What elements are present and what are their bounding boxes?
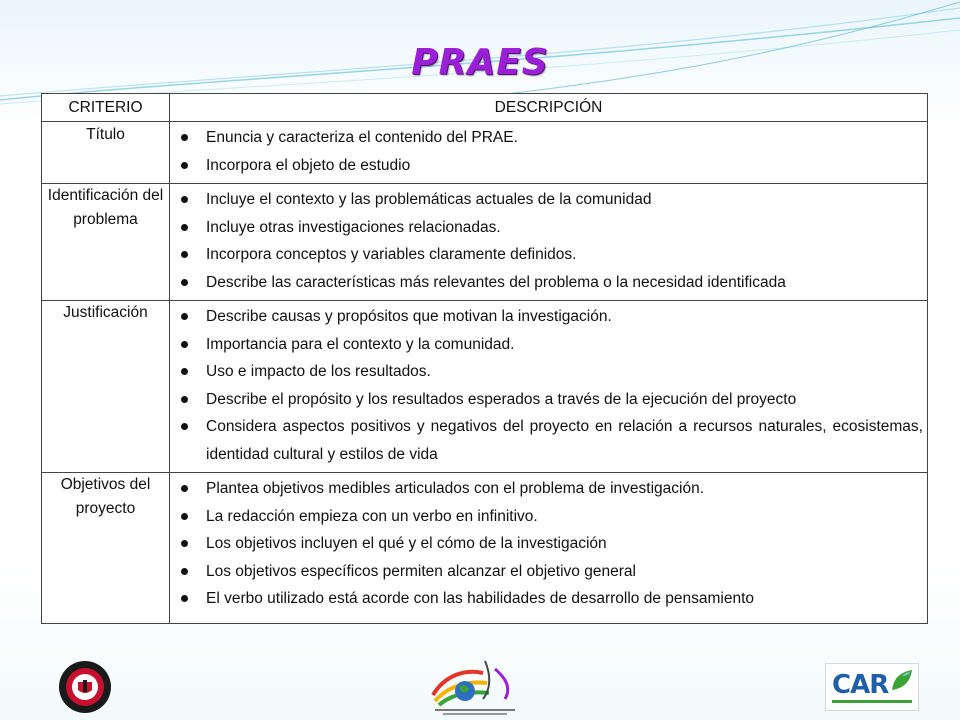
criteria-table — [41, 93, 928, 624]
list-item: La redacción empieza con un verbo en infinitivo. — [178, 503, 923, 531]
descripcion-list — [170, 184, 927, 300]
list-item: Los objetivos específicos permiten alcanzar el objetivo general — [178, 558, 923, 586]
list-item: El verbo utilizado está acorde con las habilidades de desarrollo de pensamiento — [178, 585, 923, 613]
descripcion-cell — [170, 473, 928, 624]
criterio-cell: Título — [42, 122, 170, 184]
list-item: Incluye otras investigaciones relacionadas. — [178, 214, 923, 242]
descripcion-cell — [170, 184, 928, 301]
table-row — [42, 122, 928, 184]
list-item: Describe el propósito y los resultados esperados a través de la ejecución del proyecto — [178, 386, 923, 414]
table-row — [42, 184, 928, 301]
list-item: Incluye el contexto y las problemáticas actuales de la comunidad — [178, 186, 923, 214]
descripcion-list — [170, 301, 927, 472]
leaf-icon — [888, 668, 914, 694]
table-row — [42, 473, 928, 624]
table-header-row — [42, 94, 928, 122]
header-descripcion: DESCRIPCIÓN — [170, 94, 928, 122]
list-item: Describe causas y propósitos que motivan la investigación. — [178, 303, 923, 331]
list-item: Considera aspectos positivos y negativos del proyecto en relación a recursos naturales, ecosistemas, identidad cultural y estilos de vida — [178, 413, 923, 468]
descripcion-list — [170, 122, 927, 183]
page-title: PRAES — [411, 42, 549, 83]
table-row — [42, 301, 928, 473]
car-logo-text: CAR — [832, 670, 889, 700]
list-item: Describe las características más relevantes del problema o la necesidad identificada — [178, 269, 923, 297]
universidad-libre-seal-icon — [58, 660, 112, 714]
descripcion-cell — [170, 301, 928, 473]
list-item: Uso e impacto de los resultados. — [178, 358, 923, 386]
criterio-cell: Objetivos del proyecto — [42, 473, 170, 624]
car-logo-underline — [832, 700, 912, 703]
list-item: Plantea objetivos medibles articulados con el problema de investigación. — [178, 475, 923, 503]
header-criterio: CRITERIO — [42, 94, 170, 122]
list-item: Enuncia y caracteriza el contenido del PRAE. — [178, 124, 923, 152]
consultorio-ambiental-logo-icon — [425, 655, 525, 717]
descripcion-list — [170, 473, 927, 617]
list-item: Incorpora el objeto de estudio — [178, 152, 923, 180]
car-logo — [825, 663, 919, 711]
list-item: Incorpora conceptos y variables claramente definidos. — [178, 241, 923, 269]
list-item: Importancia para el contexto y la comunidad. — [178, 331, 923, 359]
criterio-cell: Identificación del problema — [42, 184, 170, 301]
list-item: Los objetivos incluyen el qué y el cómo de la investigación — [178, 530, 923, 558]
descripcion-cell — [170, 122, 928, 184]
criterio-cell: Justificación — [42, 301, 170, 473]
